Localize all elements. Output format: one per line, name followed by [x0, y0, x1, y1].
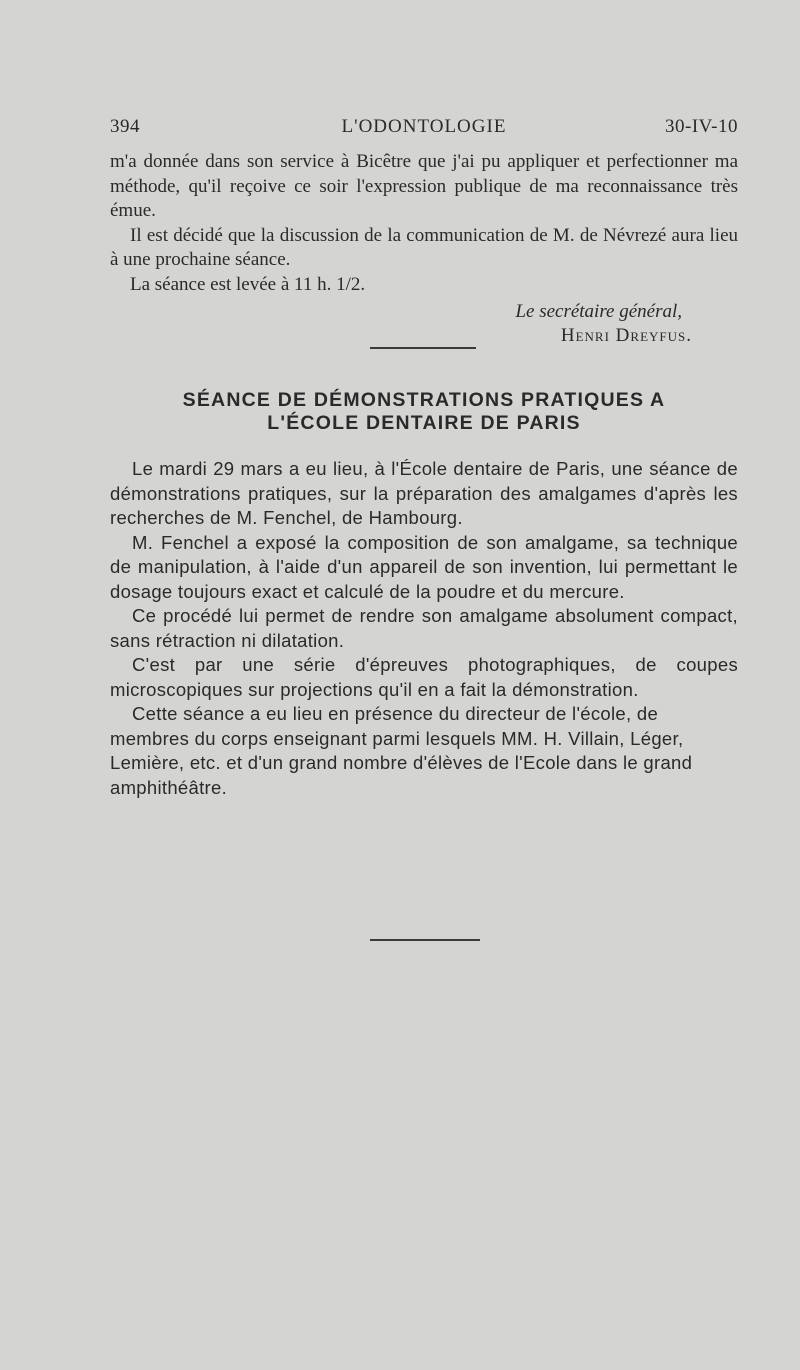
article-body: [110, 457, 738, 800]
paragraph: M. Fenchel a exposé la composition de son amalgame, sa technique de manipulation, à l'aide d'un appareil de son invention, lui permettant le dosage toujours exact et calculé de la poudre et du mercure.: [110, 531, 738, 602]
paragraph: m'a donnée dans son service à Bicêtre que j'ai pu appliquer et perfectionner ma méthode, qu'il reçoive ce soir l'expression publique de ma reconnaissance très émue.: [110, 151, 738, 221]
paragraph: Ce procédé lui permet de rendre son amalgame absolument compact, sans rétraction ni dilatation.: [110, 605, 738, 651]
previous-section-text: [110, 150, 738, 297]
paragraph: Le mardi 29 mars a eu lieu, à l'École dentaire de Paris, une séance de démonstrations pratiques, sur la préparation des amalgames d'après les recherches de M. Fenchel, de Hambourg.: [110, 458, 738, 528]
article-title-line-1: SÉANCE DE DÉMONSTRATIONS PRATIQUES A: [182, 389, 666, 411]
signature-role: Le secrétaire général,: [515, 301, 682, 322]
running-header: [110, 116, 738, 144]
end-divider: [370, 939, 480, 941]
section-divider: [370, 347, 476, 349]
paragraph: C'est par une série d'épreuves photographiques, de coupes microscopiques sur projections qu'il en a fait la démonstration.: [110, 654, 738, 700]
issue-date: 30-IV-10: [665, 116, 738, 137]
page-number: 394: [110, 116, 140, 137]
signature-name: Henri Dreyfus.: [560, 325, 692, 346]
paragraph: Cette séance a eu lieu en présence du directeur de l'école, de membres du corps enseignant parmi lesquels MM. H. Villain, Léger, Lemière, etc. et d'un grand nombre d'élèves de l'Ecole dans le grand amphithéâtre.: [110, 703, 693, 798]
paragraph: Il est décidé que la discussion de la communication de M. de Névrezé aura lieu à une prochaine séance.: [110, 224, 738, 270]
journal-title: L'ODONTOLOGIE: [341, 116, 507, 137]
paragraph: La séance est levée à 11 h. 1/2.: [130, 273, 366, 295]
article-title-line-2: L'ÉCOLE DENTAIRE DE PARIS: [267, 412, 581, 434]
article-title: [110, 389, 738, 435]
signature-block: [515, 300, 692, 348]
